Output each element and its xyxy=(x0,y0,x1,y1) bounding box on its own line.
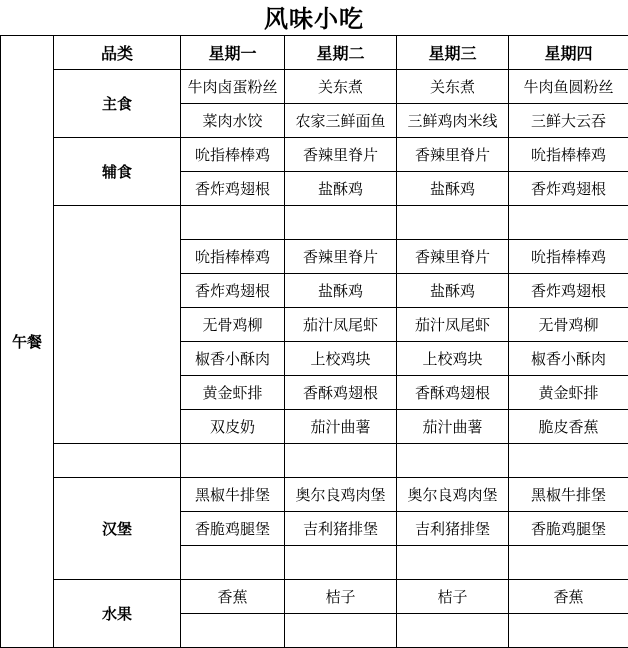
menu-item-cell xyxy=(397,546,509,580)
menu-item-cell xyxy=(181,614,285,648)
category-cell: 主食 xyxy=(54,70,181,138)
menu-item-cell: 脆皮香蕉 xyxy=(509,410,628,444)
menu-item-cell: 香炸鸡翅根 xyxy=(181,274,285,308)
menu-item-cell: 茄汁凤尾虾 xyxy=(397,308,509,342)
menu-item-cell: 关东煮 xyxy=(285,70,397,104)
menu-item-cell: 香酥鸡翅根 xyxy=(397,376,509,410)
day-header: 星期三 xyxy=(397,36,509,70)
table-row xyxy=(1,580,628,614)
menu-item-cell: 无骨鸡柳 xyxy=(181,308,285,342)
category-cell xyxy=(54,206,181,444)
meal-label: 午餐 xyxy=(1,36,54,648)
table-row xyxy=(1,206,628,240)
menu-item-cell: 奥尔良鸡肉堡 xyxy=(397,478,509,512)
menu-item-cell: 香脆鸡腿堡 xyxy=(181,512,285,546)
menu-item-cell: 茄汁曲薯 xyxy=(285,410,397,444)
menu-item-cell: 菜肉水饺 xyxy=(181,104,285,138)
menu-item-cell: 关东煮 xyxy=(397,70,509,104)
menu-item-cell: 香辣里脊片 xyxy=(285,138,397,172)
menu-item-cell: 椒香小酥肉 xyxy=(509,342,628,376)
menu-item-cell: 牛肉鱼圆粉丝 xyxy=(509,70,628,104)
category-cell xyxy=(54,444,181,478)
menu-item-cell: 茄汁曲薯 xyxy=(397,410,509,444)
menu-item-cell: 吉利猪排堡 xyxy=(285,512,397,546)
menu-item-cell: 香蕉 xyxy=(181,580,285,614)
menu-item-cell xyxy=(285,444,397,478)
menu-item-cell: 三鲜鸡肉米线 xyxy=(397,104,509,138)
menu-item-cell: 吮指棒棒鸡 xyxy=(181,138,285,172)
menu-item-cell xyxy=(181,546,285,580)
menu-item-cell: 椒香小酥肉 xyxy=(181,342,285,376)
category-cell: 汉堡 xyxy=(54,478,181,580)
menu-item-cell: 牛肉卤蛋粉丝 xyxy=(181,70,285,104)
menu-item-cell: 香炸鸡翅根 xyxy=(509,274,628,308)
menu-item-cell: 吮指棒棒鸡 xyxy=(509,138,628,172)
day-header: 星期四 xyxy=(509,36,628,70)
category-header: 品类 xyxy=(54,36,181,70)
day-header: 星期二 xyxy=(285,36,397,70)
menu-item-cell: 香辣里脊片 xyxy=(285,240,397,274)
menu-item-cell xyxy=(397,444,509,478)
menu-table xyxy=(0,35,628,648)
table-row xyxy=(1,444,628,478)
menu-item-cell: 香炸鸡翅根 xyxy=(509,172,628,206)
menu-item-cell: 茄汁凤尾虾 xyxy=(285,308,397,342)
category-cell: 辅食 xyxy=(54,138,181,206)
menu-item-cell: 盐酥鸡 xyxy=(285,274,397,308)
menu-item-cell xyxy=(397,614,509,648)
menu-item-cell xyxy=(285,546,397,580)
menu-item-cell: 吮指棒棒鸡 xyxy=(509,240,628,274)
menu-item-cell: 上校鸡块 xyxy=(397,342,509,376)
menu-item-cell: 盐酥鸡 xyxy=(397,274,509,308)
menu-item-cell: 无骨鸡柳 xyxy=(509,308,628,342)
menu-item-cell xyxy=(285,206,397,240)
category-cell: 水果 xyxy=(54,580,181,648)
menu-item-cell: 香酥鸡翅根 xyxy=(285,376,397,410)
menu-item-cell: 吮指棒棒鸡 xyxy=(181,240,285,274)
header-row xyxy=(1,36,628,70)
menu-item-cell: 桔子 xyxy=(285,580,397,614)
menu-item-cell: 桔子 xyxy=(397,580,509,614)
menu-item-cell: 黑椒牛排堡 xyxy=(509,478,628,512)
menu-item-cell: 黄金虾排 xyxy=(509,376,628,410)
page-title: 风味小吃 xyxy=(0,0,628,35)
menu-item-cell: 香蕉 xyxy=(509,580,628,614)
table-row xyxy=(1,478,628,512)
menu-item-cell: 香炸鸡翅根 xyxy=(181,172,285,206)
menu-item-cell xyxy=(285,614,397,648)
menu-item-cell: 香脆鸡腿堡 xyxy=(509,512,628,546)
menu-item-cell: 奥尔良鸡肉堡 xyxy=(285,478,397,512)
menu-item-cell xyxy=(509,444,628,478)
menu-item-cell: 上校鸡块 xyxy=(285,342,397,376)
menu-item-cell xyxy=(509,546,628,580)
menu-item-cell xyxy=(397,206,509,240)
menu-item-cell: 黑椒牛排堡 xyxy=(181,478,285,512)
day-header: 星期一 xyxy=(181,36,285,70)
menu-item-cell: 农家三鲜面鱼 xyxy=(285,104,397,138)
menu-item-cell xyxy=(181,206,285,240)
menu-item-cell: 三鲜大云吞 xyxy=(509,104,628,138)
menu-item-cell xyxy=(509,614,628,648)
table-row xyxy=(1,138,628,172)
menu-item-cell: 黄金虾排 xyxy=(181,376,285,410)
menu-item-cell xyxy=(181,444,285,478)
menu-item-cell: 香辣里脊片 xyxy=(397,240,509,274)
menu-item-cell xyxy=(509,206,628,240)
menu-item-cell: 香辣里脊片 xyxy=(397,138,509,172)
menu-item-cell: 盐酥鸡 xyxy=(397,172,509,206)
menu-item-cell: 双皮奶 xyxy=(181,410,285,444)
menu-item-cell: 吉利猪排堡 xyxy=(397,512,509,546)
table-row xyxy=(1,70,628,104)
menu-item-cell: 盐酥鸡 xyxy=(285,172,397,206)
